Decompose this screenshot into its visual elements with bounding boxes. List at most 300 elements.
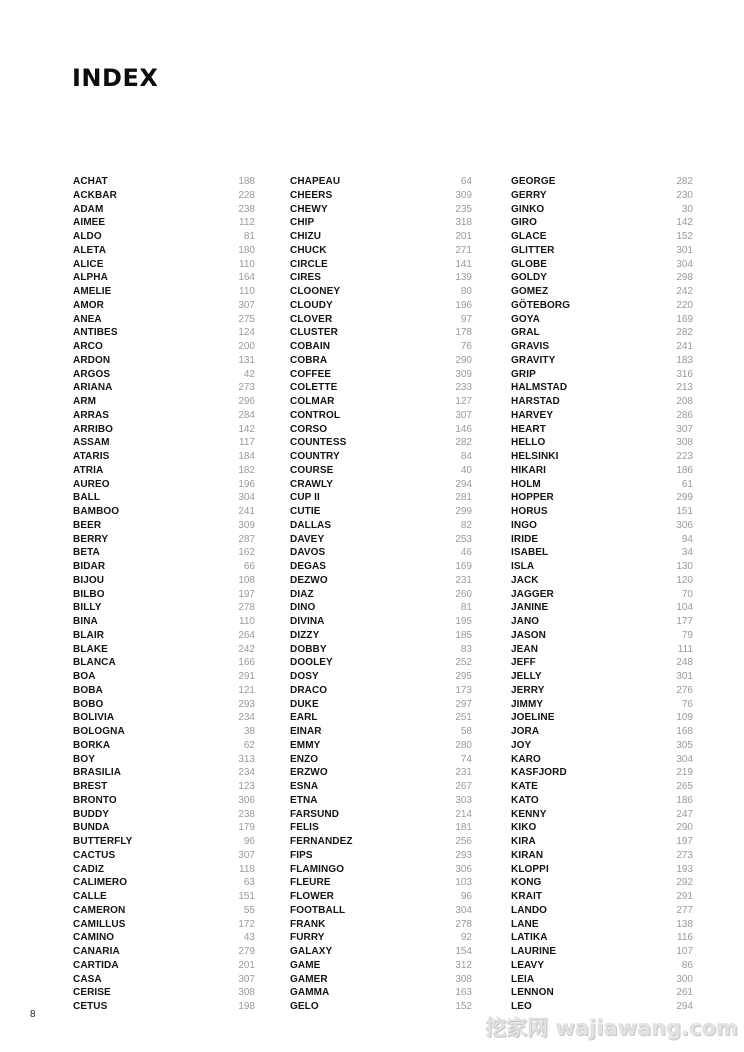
- entry-name: CHIZU: [290, 231, 322, 242]
- index-entry: [73, 478, 255, 492]
- entry-name: ARDON: [73, 354, 111, 366]
- index-entry: [73, 986, 255, 1000]
- entry-name: LANDO: [511, 904, 548, 916]
- entry-name: BILBO: [73, 588, 105, 600]
- entry-name: JELLY: [511, 671, 542, 682]
- index-entry: [511, 423, 693, 437]
- index-entry: [73, 876, 255, 890]
- index-entry: [73, 244, 255, 258]
- entry-page: 291: [238, 671, 255, 682]
- entry-page: 76: [460, 341, 472, 352]
- entry-name: BOA: [73, 671, 96, 682]
- index-entry: [511, 973, 693, 987]
- entry-page: 124: [238, 327, 255, 339]
- index-entry: [511, 876, 693, 890]
- index-entry: [290, 340, 472, 354]
- entry-name: JASON: [511, 629, 546, 641]
- index-entry: [73, 409, 255, 423]
- entry-name: BLAIR: [73, 629, 105, 641]
- entry-name: CHEWY: [290, 203, 328, 215]
- index-entry: [511, 945, 693, 959]
- entry-name: ARRAS: [73, 409, 110, 421]
- entry-page: 162: [238, 547, 255, 559]
- entry-page: 297: [455, 698, 472, 710]
- entry-page: 219: [676, 767, 693, 779]
- entry-page: 198: [238, 1001, 255, 1012]
- entry-page: 241: [676, 341, 693, 352]
- entry-name: BOLIVIA: [73, 712, 115, 724]
- index-entry: [290, 629, 472, 643]
- index-entry: [73, 794, 255, 808]
- entry-name: GÖTEBORG: [511, 299, 571, 311]
- entry-page: 247: [676, 808, 693, 820]
- index-entry: [511, 450, 693, 464]
- index-entry: [290, 409, 472, 423]
- entry-page: 231: [455, 574, 472, 586]
- index-entry: [511, 904, 693, 918]
- index-entry: [511, 835, 693, 849]
- index-entry: [290, 959, 472, 973]
- index-entry: [511, 780, 693, 794]
- entry-page: 292: [676, 877, 693, 889]
- entry-page: 104: [676, 602, 693, 614]
- entry-page: 281: [455, 492, 472, 504]
- index-entry: [290, 368, 472, 382]
- index-entry: [290, 849, 472, 863]
- index-entry: [290, 808, 472, 822]
- index-entry: [290, 560, 472, 574]
- index-entry: [290, 354, 472, 368]
- index-entry: [511, 230, 693, 244]
- index-entry: [73, 546, 255, 560]
- entry-page: 43: [243, 932, 255, 944]
- entry-name: JAGGER: [511, 588, 554, 600]
- entry-page: 96: [243, 836, 255, 847]
- entry-name: ATARIS: [73, 451, 110, 462]
- index-entry: [73, 835, 255, 849]
- entry-name: DIVINA: [290, 616, 325, 627]
- entry-name: KARO: [511, 753, 541, 765]
- entry-name: BOBA: [73, 684, 103, 696]
- entry-page: 66: [243, 561, 255, 572]
- index-entry: [290, 821, 472, 835]
- entry-page: 318: [455, 217, 472, 229]
- index-entry: [511, 395, 693, 409]
- index-entry: [73, 533, 255, 547]
- entry-name: COUNTRY: [290, 451, 340, 462]
- index-entry: [290, 395, 472, 409]
- index-entry: [290, 464, 472, 478]
- entry-page: 186: [676, 464, 693, 476]
- index-entry: [511, 436, 693, 450]
- index-entry: [290, 725, 472, 739]
- entry-page: 169: [455, 561, 472, 572]
- entry-name: FLOWER: [290, 891, 334, 902]
- index-entry: [511, 753, 693, 767]
- entry-name: JEAN: [511, 643, 539, 655]
- entry-page: 138: [676, 918, 693, 930]
- entry-page: 97: [460, 313, 472, 325]
- index-entry: [290, 601, 472, 615]
- entry-name: BREST: [73, 781, 108, 792]
- index-entry: [511, 959, 693, 973]
- entry-page: 309: [455, 189, 472, 201]
- index-entry: [73, 354, 255, 368]
- index-entry: [511, 299, 693, 313]
- entry-name: JEFF: [511, 657, 536, 669]
- entry-name: BERRY: [73, 533, 109, 545]
- entry-name: CAMINO: [73, 932, 115, 944]
- index-entry: [290, 753, 472, 767]
- index-entry: [73, 203, 255, 217]
- entry-page: 123: [238, 781, 255, 792]
- entry-page: 230: [676, 189, 693, 201]
- entry-name: IRIDE: [511, 533, 539, 545]
- index-entry: [73, 436, 255, 450]
- entry-name: JOELINE: [511, 712, 555, 724]
- entry-name: DOSY: [290, 671, 319, 682]
- entry-page: 193: [676, 863, 693, 875]
- entry-page: 110: [239, 258, 255, 270]
- entry-name: EINAR: [290, 726, 322, 737]
- entry-name: GOYA: [511, 313, 540, 325]
- entry-name: HELSINKI: [511, 451, 559, 462]
- entry-name: BOBO: [73, 698, 104, 710]
- entry-page: 154: [455, 946, 472, 957]
- entry-page: 276: [676, 684, 693, 696]
- index-entry: [511, 175, 693, 189]
- entry-page: 185: [455, 629, 472, 641]
- entry-name: DOBBY: [290, 643, 327, 655]
- entry-page: 110: [239, 616, 255, 627]
- entry-page: 307: [238, 849, 255, 861]
- index-entry: [511, 986, 693, 1000]
- entry-name: JERRY: [511, 684, 545, 696]
- entry-page: 169: [676, 313, 693, 325]
- entry-page: 166: [238, 657, 255, 669]
- entry-name: AMELIE: [73, 286, 112, 297]
- entry-name: ERZWO: [290, 767, 328, 779]
- entry-name: BEER: [73, 519, 102, 531]
- entry-name: BUTTERFLY: [73, 836, 133, 847]
- index-entry: [73, 918, 255, 932]
- entry-page: 117: [239, 437, 255, 449]
- entry-page: 34: [681, 547, 693, 559]
- entry-name: LENNON: [511, 987, 554, 999]
- entry-name: GELO: [290, 1001, 319, 1012]
- index-entry: [290, 381, 472, 395]
- entry-page: 40: [460, 464, 472, 476]
- entry-name: FRANK: [290, 918, 326, 930]
- entry-page: 233: [455, 382, 472, 394]
- index-entry: [290, 588, 472, 602]
- index-entry: [511, 739, 693, 753]
- index-entry: [73, 739, 255, 753]
- index-entry: [73, 189, 255, 203]
- entry-name: BUDDY: [73, 808, 110, 820]
- index-entry: [73, 615, 255, 629]
- entry-page: 264: [238, 629, 255, 641]
- index-entry: [511, 849, 693, 863]
- entry-page: 142: [676, 217, 693, 229]
- entry-page: 242: [238, 643, 255, 655]
- entry-name: CAMILLUS: [73, 918, 126, 930]
- index-entry: [73, 904, 255, 918]
- entry-name: LAURINE: [511, 946, 557, 957]
- entry-page: 120: [676, 574, 693, 586]
- entry-page: 197: [238, 588, 255, 600]
- entry-page: 168: [676, 726, 693, 737]
- entry-page: 299: [455, 506, 472, 517]
- entry-page: 182: [238, 464, 255, 476]
- entry-name: KRAIT: [511, 891, 543, 902]
- entry-page: 63: [243, 877, 255, 889]
- entry-name: DAVEY: [290, 533, 325, 545]
- index-entry: [290, 175, 472, 189]
- index-entry: [511, 574, 693, 588]
- index-entry: [73, 175, 255, 189]
- entry-page: 81: [460, 602, 472, 614]
- entry-page: 151: [676, 506, 693, 517]
- entry-page: 308: [676, 437, 693, 449]
- entry-page: 290: [455, 354, 472, 366]
- entry-page: 282: [676, 327, 693, 339]
- entry-name: DEZWO: [290, 574, 328, 586]
- entry-name: KENNY: [511, 808, 547, 820]
- entry-page: 278: [238, 602, 255, 614]
- entry-name: ARCO: [73, 341, 103, 352]
- index-entry: [290, 698, 472, 712]
- entry-page: 186: [676, 794, 693, 806]
- entry-name: CHAPEAU: [290, 176, 341, 187]
- index-entry: [73, 340, 255, 354]
- entry-page: 306: [238, 794, 255, 806]
- entry-page: 267: [455, 781, 472, 792]
- index-entry: [511, 656, 693, 670]
- entry-page: 275: [238, 313, 255, 325]
- entry-name: ALICE: [73, 258, 104, 270]
- entry-name: GIRO: [511, 217, 537, 229]
- entry-name: ARIANA: [73, 382, 113, 394]
- index-entry: [511, 533, 693, 547]
- entry-page: 291: [676, 891, 693, 902]
- entry-page: 80: [460, 286, 472, 297]
- entry-name: BLANCA: [73, 657, 116, 669]
- index-entry: [73, 601, 255, 615]
- entry-page: 304: [238, 492, 255, 504]
- entry-page: 103: [455, 877, 472, 889]
- index-entry: [290, 546, 472, 560]
- entry-page: 196: [238, 478, 255, 490]
- page-number: 8: [30, 1009, 36, 1020]
- entry-page: 293: [455, 849, 472, 861]
- entry-name: AIMEE: [73, 217, 106, 229]
- index-entry: [511, 258, 693, 272]
- entry-name: COBAIN: [290, 341, 331, 352]
- entry-name: BIDAR: [73, 561, 106, 572]
- entry-page: 307: [455, 409, 472, 421]
- entry-page: 308: [238, 987, 255, 999]
- entry-name: DIAZ: [290, 588, 314, 600]
- index-entry: [290, 684, 472, 698]
- entry-page: 110: [239, 286, 255, 297]
- entry-name: CLOONEY: [290, 286, 341, 297]
- index-entry: [511, 725, 693, 739]
- entry-page: 301: [676, 671, 693, 682]
- entry-page: 96: [460, 891, 472, 902]
- entry-page: 79: [681, 629, 693, 641]
- entry-page: 241: [238, 506, 255, 517]
- index-entry: [511, 766, 693, 780]
- entry-name: GOMEZ: [511, 286, 549, 297]
- entry-name: KONG: [511, 877, 542, 889]
- entry-name: ISLA: [511, 561, 535, 572]
- index-entry: [73, 313, 255, 327]
- entry-name: AUREO: [73, 478, 110, 490]
- index-entry: [290, 478, 472, 492]
- index-entry: [290, 656, 472, 670]
- index-entry: [290, 271, 472, 285]
- entry-page: 131: [238, 354, 255, 366]
- entry-page: 164: [238, 272, 255, 284]
- entry-name: EARL: [290, 712, 318, 724]
- entry-page: 42: [243, 368, 255, 380]
- index-entry: [511, 340, 693, 354]
- index-entry: [73, 258, 255, 272]
- entry-name: GRIP: [511, 368, 536, 380]
- entry-page: 290: [676, 822, 693, 834]
- index-entry: [290, 450, 472, 464]
- index-entry: [73, 574, 255, 588]
- entry-name: DOOLEY: [290, 657, 333, 669]
- index-entry: [511, 821, 693, 835]
- entry-page: 253: [455, 533, 472, 545]
- index-entry: [290, 918, 472, 932]
- entry-page: 111: [677, 643, 693, 655]
- index-entry: [290, 766, 472, 780]
- entry-page: 116: [677, 932, 693, 944]
- entry-page: 188: [238, 176, 255, 187]
- entry-name: CHEERS: [290, 189, 333, 201]
- entry-page: 109: [676, 712, 693, 724]
- entry-name: KASFJORD: [511, 767, 567, 779]
- entry-page: 74: [460, 753, 472, 765]
- watermark: 挖家网 wajiawang.com: [485, 1016, 738, 1040]
- entry-page: 234: [238, 767, 255, 779]
- entry-page: 84: [460, 451, 472, 462]
- entry-page: 58: [460, 726, 472, 737]
- entry-page: 112: [239, 217, 255, 229]
- entry-name: CHIP: [290, 217, 315, 229]
- entry-name: LEIA: [511, 973, 535, 985]
- entry-page: 261: [676, 987, 693, 999]
- index-entry: [511, 285, 693, 299]
- index-entry: [73, 216, 255, 230]
- index-entry: [290, 189, 472, 203]
- entry-page: 309: [238, 519, 255, 531]
- entry-name: COLMAR: [290, 396, 335, 407]
- index-entry: [290, 876, 472, 890]
- entry-name: HEART: [511, 423, 546, 435]
- index-entry: [73, 368, 255, 382]
- entry-name: FLAMINGO: [290, 863, 345, 875]
- entry-page: 179: [238, 822, 255, 834]
- entry-page: 163: [455, 987, 472, 999]
- entry-name: GAMER: [290, 973, 328, 985]
- entry-name: BLAKE: [73, 643, 108, 655]
- entry-page: 46: [460, 547, 472, 559]
- entry-page: 307: [676, 423, 693, 435]
- entry-name: FOOTBALL: [290, 904, 346, 916]
- index-entry: [511, 519, 693, 533]
- entry-page: 295: [455, 671, 472, 682]
- entry-name: DEGAS: [290, 561, 327, 572]
- index-entry: [290, 258, 472, 272]
- entry-page: 307: [238, 973, 255, 985]
- entry-name: ALPHA: [73, 272, 108, 284]
- entry-name: GERRY: [511, 189, 547, 201]
- entry-name: FARSUND: [290, 808, 340, 820]
- index-entry: [511, 478, 693, 492]
- entry-page: 260: [455, 588, 472, 600]
- entry-page: 306: [676, 519, 693, 531]
- entry-page: 309: [455, 368, 472, 380]
- entry-name: BORKA: [73, 739, 111, 751]
- entry-page: 238: [238, 808, 255, 820]
- entry-page: 238: [238, 203, 255, 215]
- index-entry: [73, 890, 255, 904]
- entry-name: GAMMA: [290, 987, 330, 999]
- entry-page: 139: [455, 272, 472, 284]
- index-entry: [290, 890, 472, 904]
- entry-name: FURRY: [290, 932, 325, 944]
- index-entry: [73, 299, 255, 313]
- entry-name: ACHAT: [73, 176, 108, 187]
- index-entry: [511, 643, 693, 657]
- index-entry: [73, 629, 255, 643]
- entry-page: 195: [455, 616, 472, 627]
- index-entry: [511, 794, 693, 808]
- entry-name: JANO: [511, 616, 540, 627]
- entry-name: BIJOU: [73, 574, 105, 586]
- entry-name: CADIZ: [73, 863, 105, 875]
- entry-page: 70: [681, 588, 693, 600]
- entry-page: 173: [455, 684, 472, 696]
- index-entry: [290, 533, 472, 547]
- entry-page: 152: [455, 1001, 472, 1012]
- index-entry: [511, 560, 693, 574]
- index-entry: [511, 368, 693, 382]
- entry-name: ATRIA: [73, 464, 104, 476]
- entry-name: BOY: [73, 753, 95, 765]
- index-entry: [511, 271, 693, 285]
- entry-page: 152: [676, 231, 693, 242]
- entry-name: CLUSTER: [290, 327, 338, 339]
- entry-page: 118: [239, 863, 255, 875]
- index-entry: [290, 931, 472, 945]
- entry-name: BAMBOO: [73, 506, 120, 517]
- entry-page: 282: [455, 437, 472, 449]
- index-entry: [73, 464, 255, 478]
- entry-page: 304: [676, 258, 693, 270]
- entry-name: ANTIBES: [73, 327, 118, 339]
- entry-page: 92: [460, 932, 472, 944]
- entry-page: 76: [681, 698, 693, 710]
- index-entry: [73, 491, 255, 505]
- entry-page: 146: [455, 423, 472, 435]
- entry-name: CERISE: [73, 987, 111, 999]
- entry-name: HORUS: [511, 506, 548, 517]
